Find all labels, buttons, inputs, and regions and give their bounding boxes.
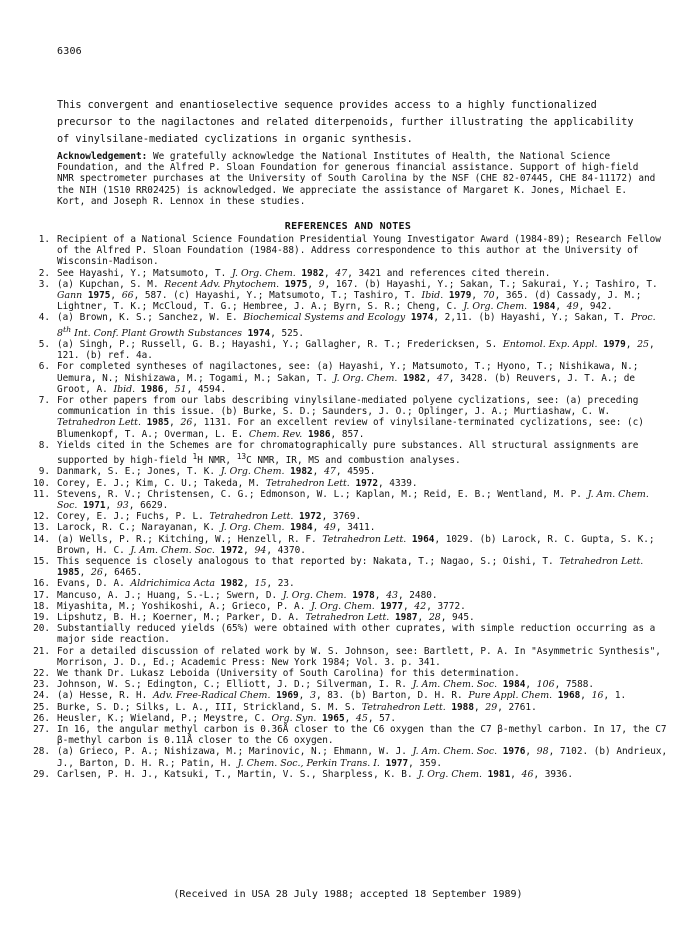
reference-number: 12. (33, 511, 50, 523)
reference-text: Recipient of a National Science Foundation Presidential Young Investigator Award (1984-89); Research Fellow of the Alfred P. Sloan Foundation (1984-88). Address correspondence to this author at the University of Wisconsin-Madison. (57, 234, 661, 268)
reference-text: (a) Brown, K. S.; Sanchez, W. E. Biochemical Systems and Ecology 1974, 2,11. (b) Hayashi, Y.; Sakan, T. Proc. 8th Int. Conf. Plant Growth Substances 1974, 525. (57, 312, 656, 339)
reference-number: 21. (33, 645, 50, 657)
reference-text: (a) Singh, P.; Russell, G. B.; Hayashi, Y.; Gallagher, R. T.; Fredericksen, S. Entomol. Exp. Appl. 1979, 25, 121. (b) ref. 4a. (57, 338, 655, 362)
reference-item (28, 690, 668, 701)
reference-item (28, 395, 668, 440)
reference-number: 16. (33, 578, 50, 590)
reference-text: Corey, E. J.; Kim, C. U.; Takeda, M. Tetrahedron Lett. 1972, 4339. (57, 477, 418, 489)
reference-number: 2. (38, 267, 50, 279)
reference-item (28, 679, 668, 690)
reference-item (28, 702, 668, 713)
references-heading: REFERENCES AND NOTES (284, 221, 412, 232)
reference-number: 15. (33, 555, 50, 567)
reference-text: Heusler, K.; Wieland, P.; Meystre, C. Org. Syn. 1965, 45, 57. (57, 712, 397, 724)
reference-number: 1. (38, 234, 50, 245)
reference-number: 11. (33, 488, 50, 500)
reference-item (28, 511, 668, 522)
reference-number: 4. (38, 312, 50, 324)
reference-text: For completed syntheses of nagilactones, see: (a) Hayashi, Y.; Matsumoto, T.; Hyono, T.; Nishikawa, N.; Uemura, N.; Nishizawa, M.; Togami, M.; Sakan, T. J. Org. Chem. 1982, 47, 3428. (b) Reuvers, J. T. A.; de Groot, A. Ibid. 1986, 51, 4594. (57, 361, 639, 395)
reference-text: Mancuso, A. J.; Huang, S.-L.; Swern, D. J. Org. Chem. 1978, 43, 2480. (57, 589, 438, 601)
reference-text: (a) Kupchan, S. M. Recent Adv. Phytochem. 1975, 9, 167. (b) Hayashi, Y.; Sakan, T.; Sakurai, Y.; Tashiro, T. Gann 1975, 66, 587. (c) Hayashi, Y.; Matsumoto, T.; Tashiro, T. Ibid. 1979, 70, 365. (d) Cassady, J. M.; Lightner, T. K.; McCloud, T. G.; Hembree, J. A.; Byrn, S. R.; Cheng, C. J. Org. Chem. 1984, 49, 942. (57, 278, 658, 313)
reference-item (28, 440, 668, 467)
reference-text: (a) Grieco, P. A.; Nishizawa, M.; Marinovic, N.; Ehmann, W. J. J. Am. Chem. Soc. 1976, 98, 7102. (b) Andrieux, J., Barton, D. H. R.; Patin, H. J. Chem. Soc., Perkin Trans. I. 1977, 359. (57, 746, 668, 769)
reference-text: Miyashita, M.; Yoshikoshi, A.; Grieco, P. A. J. Org. Chem. 1977, 42, 3772. (57, 600, 466, 612)
reference-text: Larock, R. C.; Narayanan, K. J. Org. Chem. 1984, 49, 3411. (57, 522, 376, 534)
reference-item (28, 556, 668, 578)
reference-item (28, 646, 668, 668)
reference-text: (a) Wells, P. R.; Kitching, W.; Henzell, R. F. Tetrahedron Lett. 1964, 1029. (b) Larock, R. C. Gupta, S. K.; Brown, H. C. J. Am. Chem. Soc. 1972, 94, 4370. (57, 533, 655, 556)
reference-item (28, 312, 668, 339)
reference-item (28, 339, 668, 361)
reference-item (28, 489, 668, 511)
reference-number: 5. (38, 338, 50, 350)
reference-text: For other papers from our labs describing vinylsilane-mediated polyene cyclizations, see: (a) preceding communication in this issue. (b) Burke, S. D.; Saunders, J. O.; Oplinger, J. A.; Murtiashaw, C. W. Tetrahedron Lett. 1985, 26, 1131. For an excellent review of vinylsilane-terminated cyclizations, see: (c) Blumenkopf, T. A.; Overman, L. E. Chem. Rev. 1986, 857. (57, 394, 644, 440)
acknowledgement-text: We gratefully acknowledge the National Institutes of Health, the National Science Foundation, and the Alfred P. Sloan Foundation for generous financial assistance. Support of high-field NMR spectrometer purchases at the University of South Carolina by the NSF (CHE 82-07445, CHE 84-11172) and the NIH (1S10 RR02425) is acknowledged. We appreciate the assistance of Margaret K. Jones, Michael E. Kort, and Joseph R. Lennox in these studies. (57, 151, 656, 207)
reference-number: 8. (38, 439, 50, 451)
reference-number: 14. (33, 533, 50, 545)
acknowledgement-label: Acknowledgement: (57, 151, 148, 162)
reference-text: Lipshutz, B. H.; Koerner, M.; Parker, D. A. Tetrahedron Lett. 1987, 28, 945. (57, 611, 475, 623)
reference-number: 19. (33, 611, 50, 623)
reference-item (28, 601, 668, 612)
reference-text: Evans, D. A. Aldrichimica Acta 1982, 15, 23. (57, 578, 295, 590)
reference-item (28, 590, 668, 601)
reference-number: 28. (33, 746, 50, 758)
reference-item (28, 534, 668, 556)
reference-item (28, 578, 668, 589)
intro-line: This convergent and enantioselective sequence provides access to a highly functionalized (57, 100, 597, 111)
reference-text: In 16, the angular methyl carbon is 0.36Å closer to the C6 oxygen than the C7 β-methyl carbon. In 17, the C7 β-methyl carbon is 0.11Å closer to the C6 oxygen. (57, 723, 667, 747)
reference-text: Burke, S. D.; Silks, L. A., III, Strickland, S. M. S. Tetrahedron Lett. 1988, 29, 2761. (57, 701, 537, 713)
reference-number: 17. (33, 589, 50, 601)
reference-text: Stevens, R. V.; Christensen, C. G.; Edmonson, W. L.; Kaplan, M.; Reid, E. B.; Wentland, M. P. J. Am. Chem. Soc. 1971, 93, 6629. (57, 488, 649, 511)
reference-item (28, 466, 668, 477)
acknowledgement (57, 151, 657, 207)
reference-text: Carlsen, P. H. J., Katsuki, T., Martin, V. S., Sharpless, K. B. J. Org. Chem. 1981, 46, 3936. (57, 768, 573, 780)
reference-number: 27. (33, 723, 50, 735)
reference-number: 24. (33, 690, 50, 702)
reference-number: 26. (33, 712, 50, 724)
reference-number: 22. (33, 667, 50, 679)
reference-text: Johnson, W. S.; Edington, C.; Elliott, J. D.; Silverman, I. R. J. Am. Chem. Soc. 1984, 106, 7588. (57, 679, 595, 691)
reference-text: Substantially reduced yields (65%) were obtained with other cuprates, with simple reduction occurring as a major side reaction. (57, 623, 656, 646)
reference-number: 7. (38, 394, 50, 406)
reference-item (28, 724, 668, 746)
reference-item (28, 623, 668, 645)
reference-number: 29. (33, 768, 50, 780)
reference-number: 18. (33, 600, 50, 612)
reference-text: Yields cited in the Schemes are for chromatographically pure substances. All structural assignments are supported by high-field $^1$H NMR, $^{13}$C NMR, IR, MS and combustion analyses. (57, 439, 639, 467)
reference-number: 6. (38, 361, 50, 373)
reference-text: Corey, E. J.; Fuchs, P. L. Tetrahedron Lett. 1972, 3769. (57, 511, 362, 523)
reference-item (28, 478, 668, 489)
reference-item (28, 713, 668, 724)
intro-line: of vinylsilane-mediated cyclizations in organic synthesis. (57, 134, 413, 145)
received-date: (Received in USA 28 July 1988; accepted 18 September 1989) (173, 889, 523, 900)
reference-text: (a) Hesse, R. H. Adv. Free-Radical Chem. 1969, 3, 83. (b) Barton, D. H. R. Pure Appl. Chem. 1968, 16, 1. (57, 690, 627, 702)
reference-number: 25. (33, 701, 50, 713)
reference-number: 9. (38, 466, 50, 478)
reference-text: We thank Dr. Lukasz Leboida (University of South Carolina) for this determination. (57, 667, 520, 679)
reference-item (28, 612, 668, 623)
reference-number: 23. (33, 679, 50, 691)
intro-line: precursor to the nagilactones and related diterpenoids, further illustrating the applicability (57, 117, 634, 128)
reference-item (28, 746, 668, 768)
reference-item (28, 668, 668, 679)
reference-number: 13. (33, 522, 50, 534)
intro-paragraph (57, 97, 657, 148)
reference-number: 3. (38, 278, 50, 290)
reference-text: See Hayashi, Y.; Matsumoto, T. J. Org. Chem. 1982, 47, 3421 and references cited therein. (57, 267, 551, 279)
reference-number: 20. (33, 623, 50, 635)
reference-list (28, 234, 668, 780)
reference-item (28, 279, 668, 313)
reference-text: This sequence is closely analogous to that reported by: Nakata, T.; Nagao, S.; Oishi, T. Tetrahedron Lett. 1985, 26, 6465. (57, 555, 644, 579)
reference-item (28, 361, 668, 395)
reference-item (28, 234, 668, 268)
reference-item (28, 268, 668, 279)
page-number: 6306 (57, 46, 82, 57)
reference-text: Danmark, S. E.; Jones, T. K. J. Org. Chem. 1982, 47, 4595. (57, 466, 376, 478)
reference-number: 10. (33, 477, 50, 489)
reference-item (28, 769, 668, 780)
reference-text: For a detailed discussion of related work by W. S. Johnson, see: Bartlett, P. A. In "Asymmetric Synthesis", Morrison, J. D., Ed.; Academic Press: New York 1984; Vol. 3. p. 341. (57, 645, 661, 668)
reference-item (28, 522, 668, 533)
